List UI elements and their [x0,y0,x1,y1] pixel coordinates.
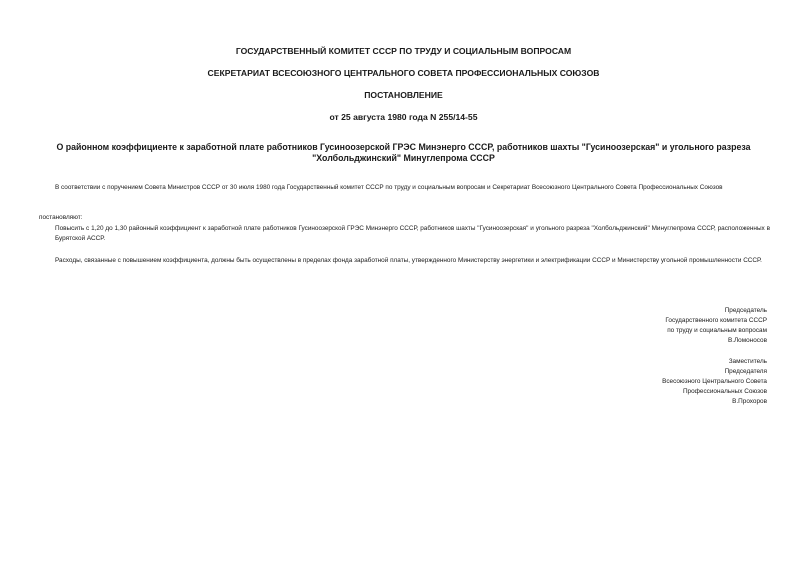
clause-2-text: Расходы, связанные с повышением коэффициента, должны быть осуществлены в пределах фонда заработной платы, утвержденного Министерству энергетики и электрификации СССР и Министерству угольной промышленности СССР. [55,257,762,264]
signature-block-deputy [467,357,767,407]
issuer-committee: ГОСУДАРСТВЕННЫЙ КОМИТЕТ СССР ПО ТРУДУ И СОЦИАЛЬНЫМ ВОПРОСАМ [235,46,572,56]
signature-role: Всесоюзного Центрального Совета [662,378,767,385]
signature-role: Заместитель [728,358,767,365]
clause-1-text: Повысить с 1,20 до 1,30 районный коэффициент к заработной плате работников Гусиноозерской ГРЭС Минэнерго СССР, работников шахты "Гусиноозерская" и угольного разреза "Холбольджинский" Минуглепрома СССР, расположенных в Бурятской АССР. [55,224,770,242]
signature-role: Государственного комитета СССР [665,317,767,324]
signature-block-chairman [467,306,767,346]
document-type: ПОСТАНОВЛЕНИЕ [364,90,443,100]
signature-role: Профессиональных Союзов [682,388,767,395]
resolve-text: постановляют: [39,214,83,221]
document-title: О районном коэффициенте к заработной плате работников Гусиноозерской ГРЭС Минэнерго СССР, работников шахты "Гусиноозерская" и угольного разреза "Холбольджинский" Минуглепрома СССР [56,142,751,163]
document-date-number: от 25 августа 1980 года N 255/14-55 [329,112,478,122]
issuer-secretariat: СЕКРЕТАРИАТ ВСЕСОЮЗНОГО ЦЕНТРАЛЬНОГО СОВЕТА ПРОФЕССИОНАЛЬНЫХ СОЮЗОВ [207,68,600,78]
preamble-text: В соответствии с поручением Совета Министров СССР от 30 июля 1980 года Государственный комитет СССР по труду и социальным вопросам и Секретариат Всесоюзного Центрального Совета Профессиональных Союзов [55,184,723,191]
preamble-paragraph [39,183,770,194]
signature-role: Председатель [724,307,767,314]
resolve-paragraph [39,213,770,245]
signature-role: по труду и социальным вопросам [667,327,767,334]
signature-name: В.Ломоносов [727,337,767,344]
signature-name: В.Прохоров [732,398,767,405]
clause-2-paragraph [39,256,770,267]
signature-role: Председателя [724,368,767,375]
